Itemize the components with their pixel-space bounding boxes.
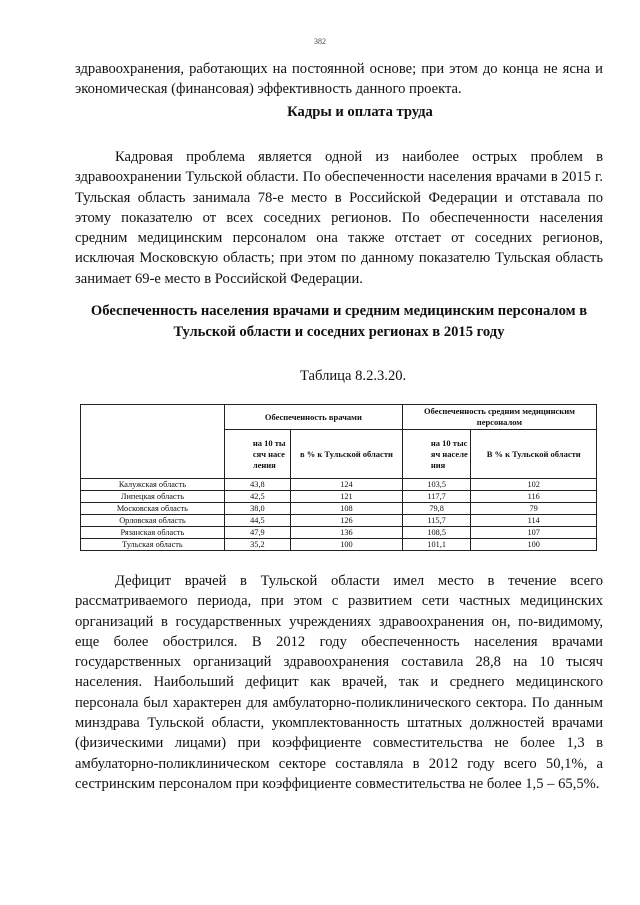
table-title: Обеспеченность населения врачами и средним медицинским персоналом в Тульской области и соседних регионах в 2015 году bbox=[90, 303, 588, 340]
subheader-doctors-percent: в % к Тульской области bbox=[291, 430, 403, 479]
doctors-percent: 126 bbox=[291, 515, 403, 527]
table-row bbox=[81, 515, 597, 527]
doctors-percent: 124 bbox=[291, 479, 403, 491]
section-title: Кадры и оплата труда bbox=[287, 104, 433, 120]
table-caption: Таблица 8.2.3.20. bbox=[300, 368, 407, 384]
table-row bbox=[81, 491, 597, 503]
subheader-nurses-percent: В % к Тульской области bbox=[471, 430, 597, 479]
nurses-per-10k: 103,5 bbox=[402, 479, 470, 491]
nurses-percent: 102 bbox=[471, 479, 597, 491]
paragraph-deficit-text: Дефицит врачей в Тульской области имел место в течение всего рассматриваемого периода, при этом с развитием сети частных медицинских организаций в государственных учреждениях здравоохранения он, по-видимому, еще более обострился. В 2012 году обеспеченность населения врачами государственных организаций здравоохранения составила 28,8 на 10 тысяч населения. Наибольший дефицит как врачей, так и среднего медицинского персонала был характерен для амбулаторно-поликлинического сектора. По данным минздрава Тульской области, укомплектованность штатных должностей врачами (физическими лицами) при коэффициенте совместительства не более 1,3 в амбулаторно-поликлиническом секторе составляла в 2012 году всего 50,1%, а сестринским персоналом при коэффициенте совместительства не более 1,5 – 65,5%. bbox=[75, 573, 603, 792]
doctors-per-10k: 44,5 bbox=[224, 515, 290, 527]
subheader-doctors-per-10k: на 10 тысяч населения bbox=[224, 430, 290, 479]
nurses-per-10k: 115,7 bbox=[402, 515, 470, 527]
table-row bbox=[81, 527, 597, 539]
region-name: Московская область bbox=[81, 503, 225, 515]
doctors-per-10k: 38,0 bbox=[224, 503, 290, 515]
paragraph-staffing bbox=[75, 147, 603, 289]
nurses-percent: 116 bbox=[471, 491, 597, 503]
doctors-percent: 108 bbox=[291, 503, 403, 515]
doctors-percent: 100 bbox=[291, 539, 403, 551]
table-row bbox=[81, 479, 597, 491]
region-header-cell bbox=[81, 405, 225, 479]
group-header-doctors: Обеспеченность врачами bbox=[224, 405, 402, 430]
doctors-percent: 121 bbox=[291, 491, 403, 503]
nurses-percent: 79 bbox=[471, 503, 597, 515]
paragraph-continuation: здравоохранения, работающих на постоянной основе; при этом до конца не ясна и экономическая (финансовая) эффективность данного проекта. bbox=[75, 61, 603, 98]
group-header-nurses: Обеспеченность средним медицинским персоналом bbox=[402, 405, 596, 430]
paragraph-deficit bbox=[75, 571, 603, 794]
nurses-percent: 114 bbox=[471, 515, 597, 527]
table-row bbox=[81, 539, 597, 551]
region-name: Тульская область bbox=[81, 539, 225, 551]
nurses-per-10k: 108,5 bbox=[402, 527, 470, 539]
subheader-nurses-per-10k: на 10 тысяч населения bbox=[402, 430, 470, 479]
nurses-per-10k: 101,1 bbox=[402, 539, 470, 551]
region-name: Липецкая область bbox=[81, 491, 225, 503]
nurses-percent: 107 bbox=[471, 527, 597, 539]
doctors-per-10k: 43,8 bbox=[224, 479, 290, 491]
region-name: Рязанская область bbox=[81, 527, 225, 539]
doctors-per-10k: 35,2 bbox=[224, 539, 290, 551]
table-row bbox=[81, 503, 597, 515]
nurses-percent: 100 bbox=[471, 539, 597, 551]
nurses-per-10k: 117,7 bbox=[402, 491, 470, 503]
paragraph-staffing-text: Кадровая проблема является одной из наиболее острых проблем в здравоохранении Тульской области. По обеспеченности населения врачами в 2015 г. Тульская область занимала 78-е место в Российской Федерации и отставала по этому показателю от всех соседних регионов. По обеспеченности населения средним медицинским персоналом она также отстает от соседних регионов, исключая Московскую область; при этом по данному показателю Тульская область занимает 69-е место в Российской Федерации. bbox=[75, 149, 603, 287]
doctors-per-10k: 42,5 bbox=[224, 491, 290, 503]
page-number: 382 bbox=[314, 37, 326, 46]
provision-table bbox=[80, 404, 597, 551]
nurses-per-10k: 79,8 bbox=[402, 503, 470, 515]
region-name: Орловская область bbox=[81, 515, 225, 527]
doctors-per-10k: 47,9 bbox=[224, 527, 290, 539]
region-name: Калужская область bbox=[81, 479, 225, 491]
doctors-percent: 136 bbox=[291, 527, 403, 539]
